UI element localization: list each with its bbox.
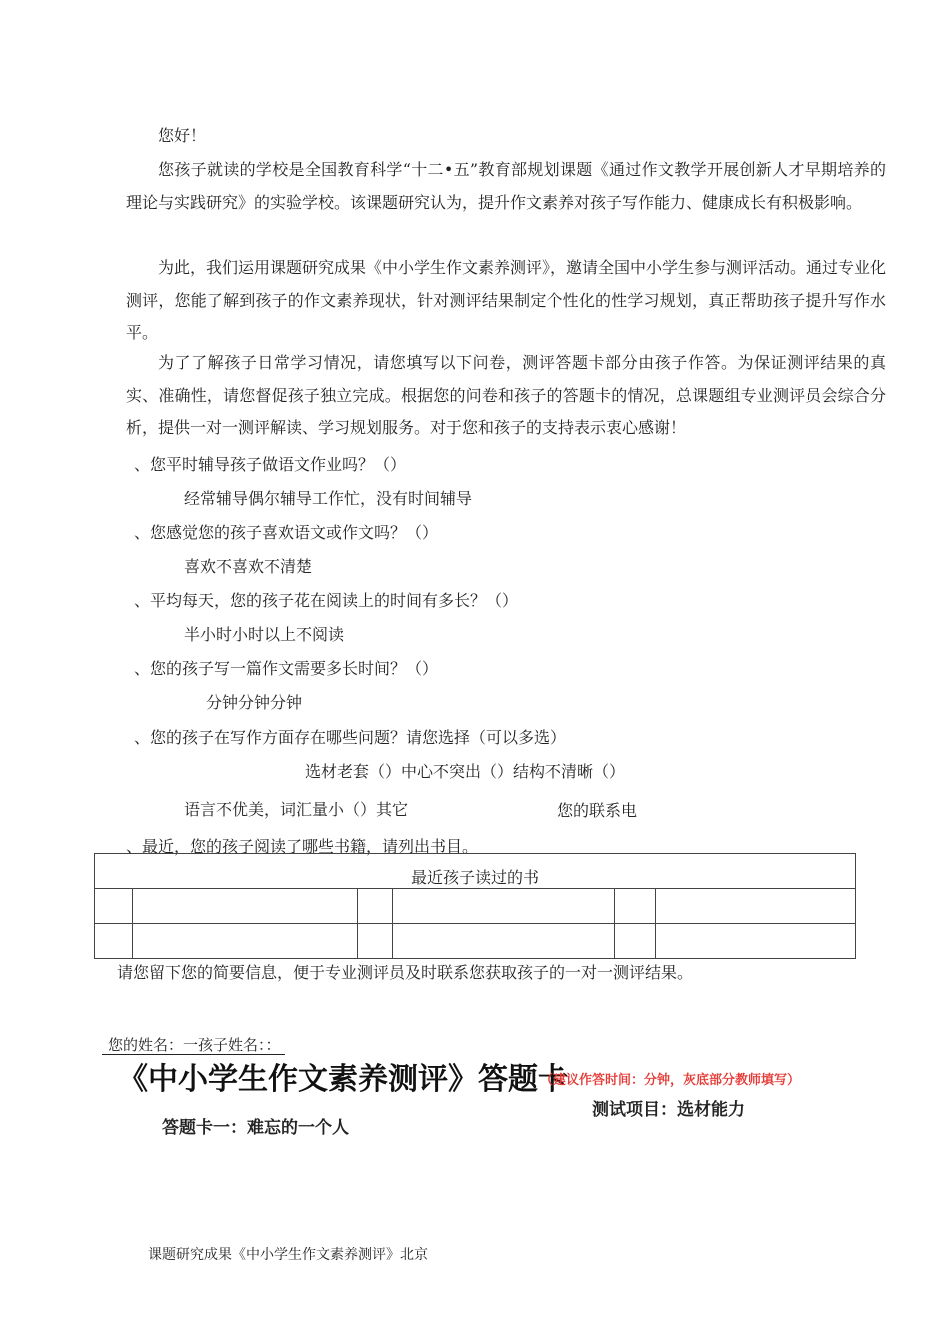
info-request: 请您留下您的简要信息，便于专业测评员及时联系您获取孩子的一对一测评结果。 <box>117 963 694 982</box>
intro-paragraph-1: 您孩子就读的学校是全国教育科学“十二•五”教育部规划课题《通过作文教学开展创新人才早期培养的理论与实践研究》的实验学校。该课题研究认为，提升作文素养对孩子写作能力、健康成长有积极影响。 <box>126 160 886 212</box>
table-cell[interactable] <box>615 924 656 959</box>
footer: 课题研究成果《中小学生作文素养测评》北京 <box>148 1247 428 1263</box>
question-6: 、最近，您的孩子阅读了哪些书籍，请列出书目。 <box>126 837 479 856</box>
question-3: 、平均每天，您的孩子花在阅读上的时间有多长？（） <box>134 591 519 610</box>
table-cell[interactable] <box>393 924 615 959</box>
name-line <box>102 1036 285 1055</box>
table-cell[interactable] <box>357 924 393 959</box>
question-5-options-line1: 选材老套（）中心不突出（）结构不清晰（） <box>305 762 626 781</box>
table-cell[interactable] <box>132 924 357 959</box>
books-table-header: 最近孩子读过的书 <box>95 854 856 889</box>
table-cell[interactable] <box>357 889 393 924</box>
question-4: 、您的孩子写一篇作文需要多长时间？（） <box>134 659 439 678</box>
table-cell[interactable] <box>95 924 133 959</box>
contact-phone-fragment-clip <box>557 800 677 820</box>
question-1: 、您平时辅导孩子做语文作业吗？（） <box>134 455 407 474</box>
test-item: 测试项目：选材能力 <box>592 1100 745 1120</box>
table-cell[interactable] <box>132 889 357 924</box>
question-4-options: 分钟分钟分钟 <box>206 693 303 712</box>
books-table <box>94 853 856 959</box>
question-1-options: 经常辅导偶尔辅导工作忙，没有时间辅导 <box>184 489 473 508</box>
table-cell[interactable] <box>393 889 615 924</box>
table-cell[interactable] <box>656 889 856 924</box>
answer-card-note: （建议作答时间：分钟，灰底部分教师填写） <box>540 1073 801 1088</box>
contact-phone-fragment: 您的联系电 <box>557 801 638 820</box>
question-5: 、您的孩子在写作方面存在哪些问题？请您选择（可以多选） <box>134 728 567 747</box>
question-2: 、您感觉您的孩子喜欢语文或作文吗？（） <box>134 523 439 542</box>
question-5-options-line2: 语言不优美，词汇量小（）其它 <box>184 800 409 819</box>
test-item-clip <box>592 1097 792 1120</box>
intro-paragraph-3: 为了了解孩子日常学习情况，请您填写以下问卷，测评答题卡部分由孩子作答。为保证测评结果的真实、准确性，请您督促孩子独立完成。根据您的问卷和孩子的答题卡的情况，总课题组专业测评员会综合分析，提供一对一测评解读、学习规划服务。对于您和孩子的支持表示衷心感谢！ <box>126 353 886 437</box>
question-2-options: 喜欢不喜欢不清楚 <box>184 557 313 576</box>
table-cell[interactable] <box>95 889 133 924</box>
table-row <box>95 924 856 959</box>
card-one-label: 答题卡一：难忘的一个人 <box>162 1118 349 1138</box>
name-line-text: 您的姓名：一孩子姓名：： <box>108 1036 281 1054</box>
table-row <box>95 889 856 924</box>
question-3-options: 半小时小时以上不阅读 <box>184 625 345 644</box>
greeting: 您好！ <box>158 126 207 145</box>
card-one-clip <box>162 1116 382 1138</box>
answer-card-title: 《中小学生作文素养测评》答题卡 <box>118 1062 568 1097</box>
intro-paragraph-2: 为此，我们运用课题研究成果《中小学生作文素养测评》，邀请全国中小学生参与测评活动。通过专业化测评，您能了解到孩子的作文素养现状，针对测评结果制定个性化的性学习规划，真正帮助孩子提升写作水平。 <box>126 258 887 342</box>
table-cell[interactable] <box>615 889 656 924</box>
table-cell[interactable] <box>656 924 856 959</box>
